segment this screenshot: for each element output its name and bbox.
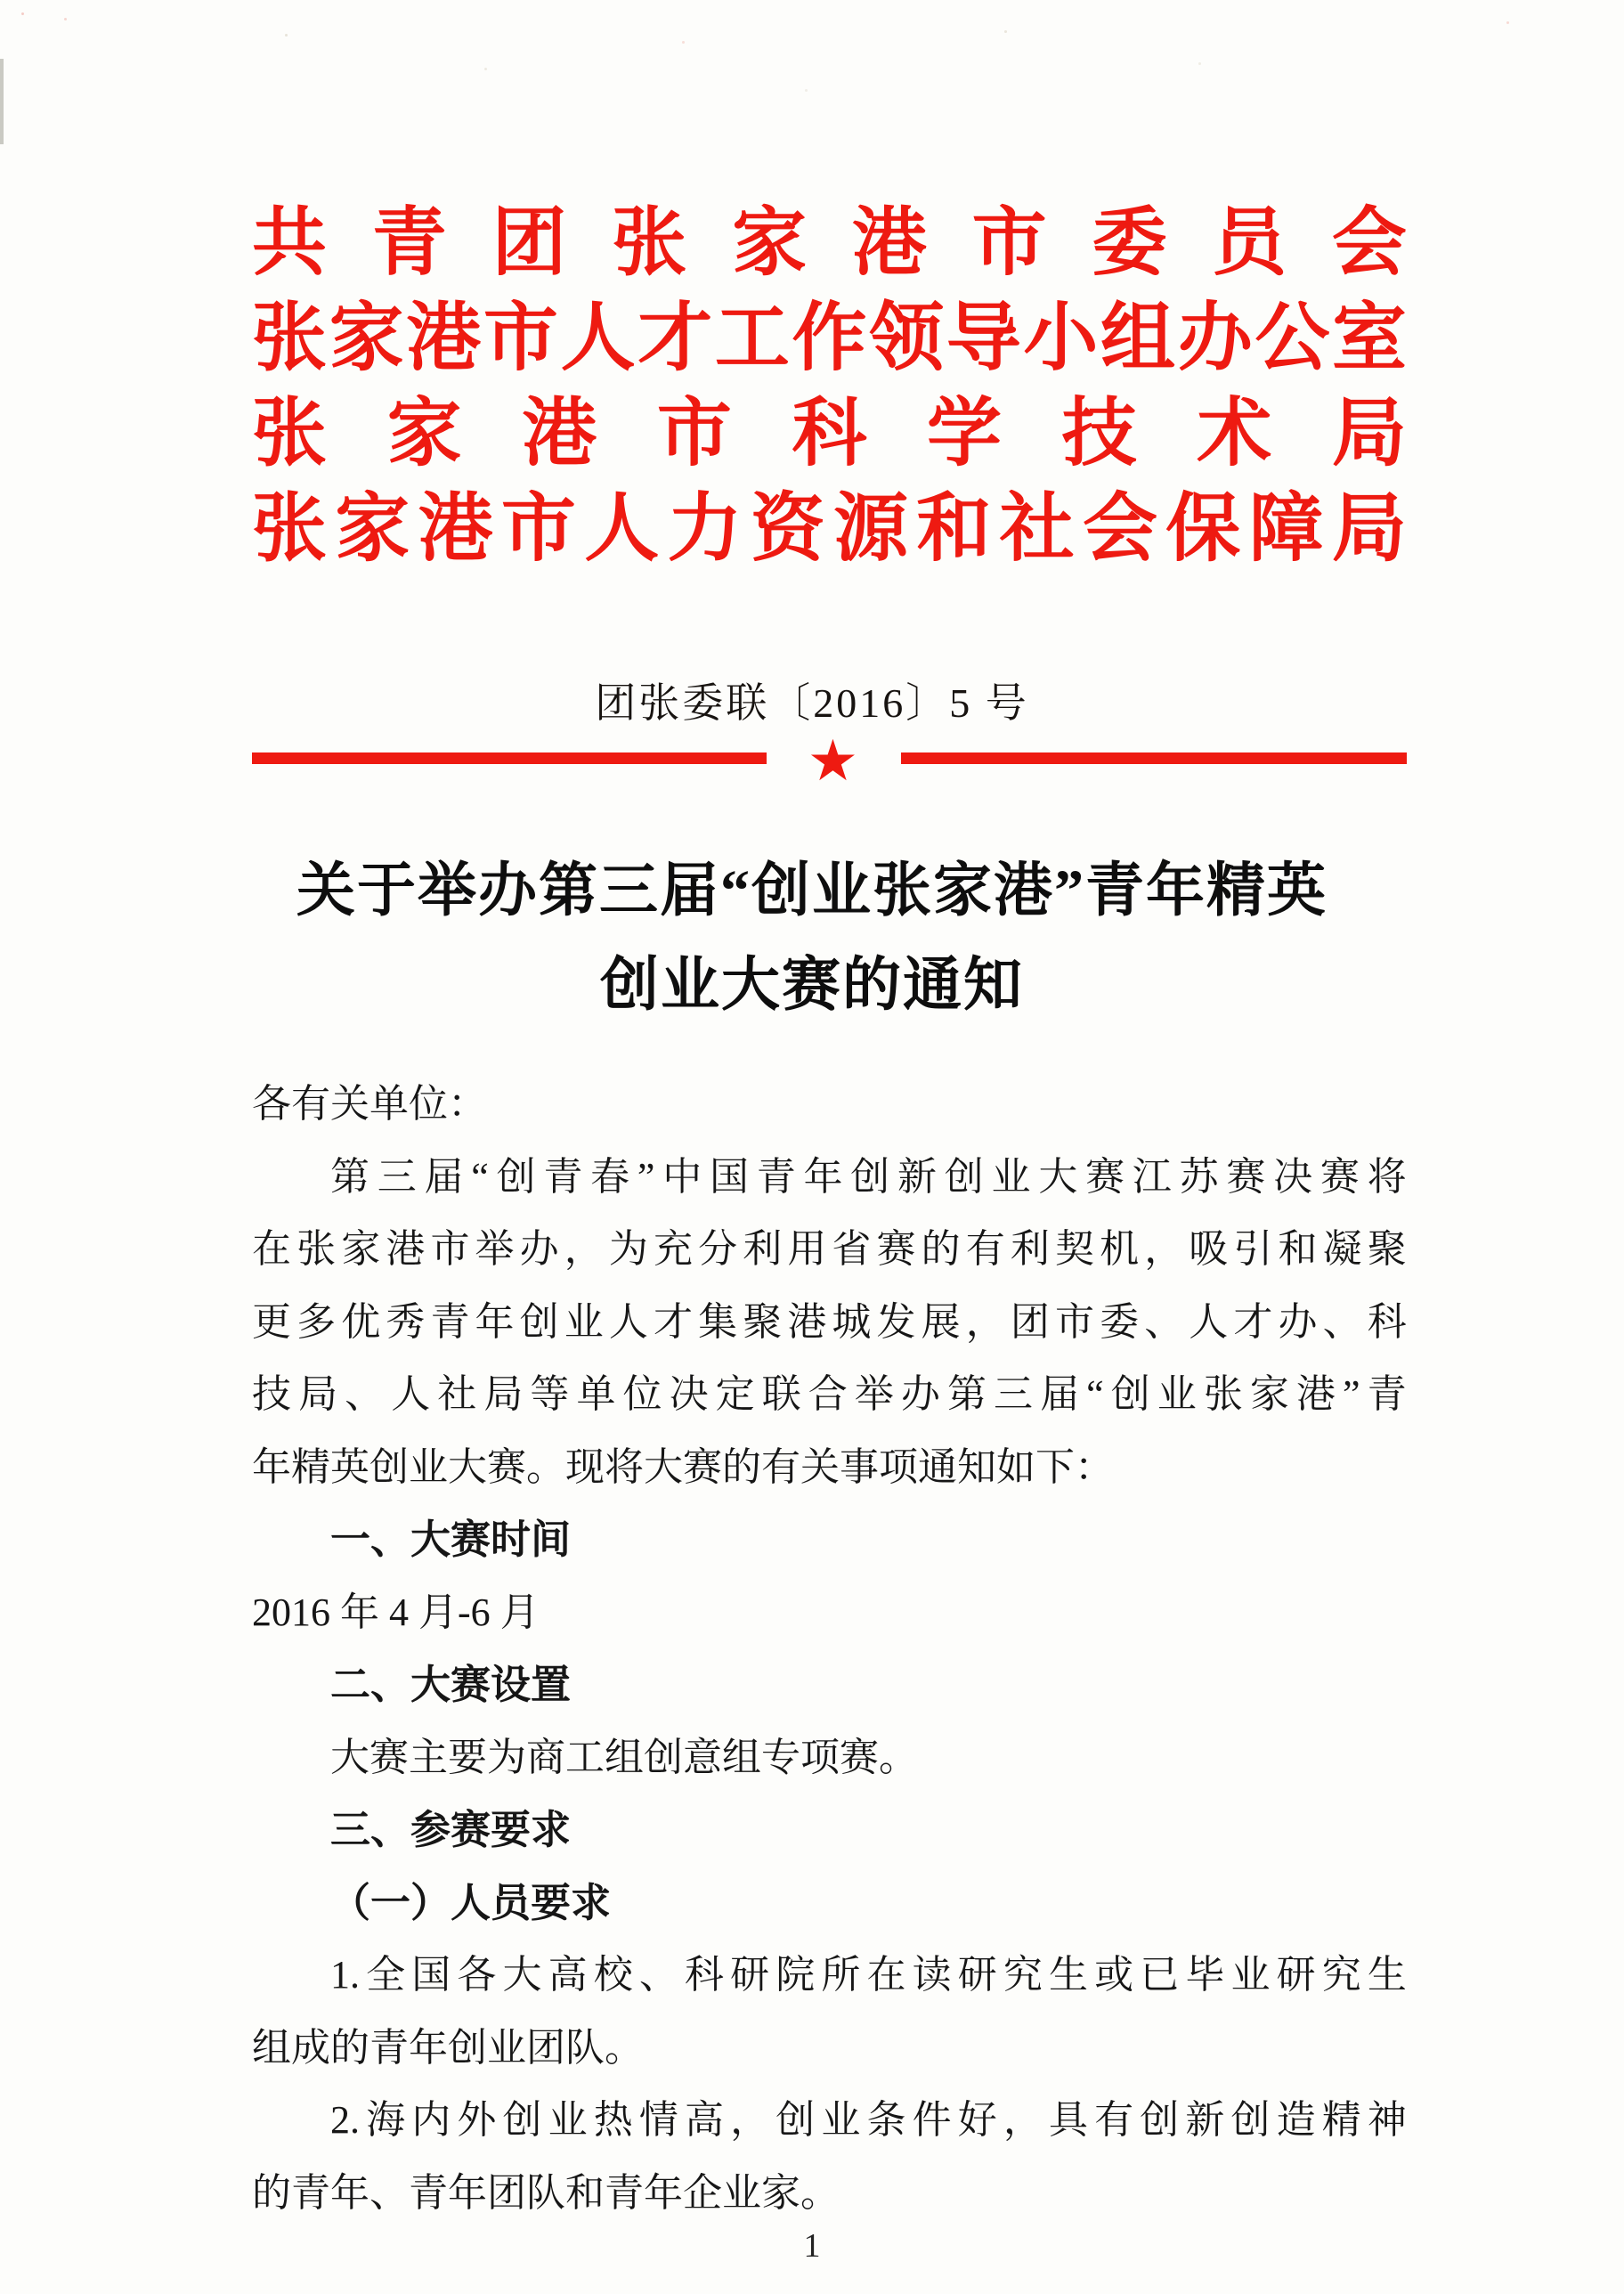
body-line: 2016 年 4 月-6 月 (252, 1590, 540, 1634)
char: ” (637, 1154, 655, 1199)
char: 导 (946, 297, 1021, 380)
char: 研 (730, 1953, 770, 1997)
char: 业 (821, 2098, 861, 2142)
char: 国 (411, 1953, 451, 1997)
body-line (252, 2084, 1407, 2157)
char: 港 (787, 1299, 827, 1344)
char: 吸 (1189, 1227, 1229, 1271)
char: 国 (709, 1154, 749, 1199)
char: 高 (685, 2098, 724, 2142)
body-line: 组成的青年创业团队。 (252, 2025, 644, 2070)
document-number: 团张委联〔2016〕5 号 (595, 680, 1029, 726)
char: 造 (1276, 2098, 1316, 2142)
char: 聚 (743, 1299, 783, 1344)
char: 集 (698, 1299, 738, 1344)
char: 张 (252, 488, 328, 571)
char: 校 (593, 1953, 633, 1997)
char: 等 (530, 1372, 570, 1416)
body-line (252, 1141, 1407, 1214)
char: 港 (406, 297, 482, 380)
char: 委 (1100, 1299, 1140, 1344)
char: 家 (341, 1227, 381, 1271)
char: 赛 (1226, 1154, 1266, 1199)
char: 市 (483, 297, 558, 380)
char: 届 (1040, 1372, 1080, 1416)
body-line: 的青年、青年团队和青年企业家。 (252, 2170, 840, 2215)
document-title-line-1: 关于举办第三届“创业张家港”青年精英 (296, 858, 1328, 923)
document-title (0, 844, 1624, 1033)
char: 发 (876, 1299, 916, 1344)
char: 市 (500, 488, 576, 571)
char: 院 (775, 1953, 816, 1997)
char: 赛 (1320, 1154, 1360, 1199)
body-line: 大赛主要为商工组创意组专项赛。 (330, 1735, 918, 1779)
char: 员 (1212, 202, 1287, 285)
char: 为 (608, 1227, 648, 1271)
char: 研 (1276, 1953, 1316, 1997)
char: 大 (1038, 1154, 1078, 1199)
char: 市 (1054, 1299, 1094, 1344)
char: ， (730, 2098, 770, 2142)
char: 条 (866, 2098, 906, 2142)
char: 团 (491, 202, 567, 285)
char: 源 (833, 488, 909, 571)
body-line: 年精英创业大赛。现将大赛的有关事项通知如下： (252, 1444, 1114, 1489)
char: 将 (1367, 1154, 1407, 1199)
char: 港 (851, 202, 927, 285)
char: 局 (298, 1372, 338, 1416)
char: 研 (957, 1953, 997, 1997)
body-line (252, 1286, 1407, 1359)
org-name-line (252, 284, 1407, 379)
char: 好 (957, 2098, 997, 2142)
char: 已 (1140, 1953, 1180, 1997)
char: 业 (1157, 1372, 1197, 1416)
char: 张 (252, 297, 328, 380)
red-rule-left-segment (252, 752, 767, 764)
char: 1. (330, 1953, 360, 1997)
char: 城 (832, 1299, 872, 1344)
body-line (252, 1939, 1407, 2012)
char: 高 (548, 1953, 588, 1997)
char: 家 (732, 202, 808, 285)
char: 青 (430, 1299, 470, 1344)
char: 全 (366, 1953, 406, 1997)
org-name-line (252, 475, 1407, 570)
char: 小 (1023, 297, 1099, 380)
char: 局 (1331, 488, 1407, 571)
char: 资 (750, 488, 825, 571)
char: 保 (1165, 488, 1241, 571)
char: 港 (386, 1227, 426, 1271)
char: 决 (669, 1372, 709, 1416)
char: ， (1144, 1227, 1184, 1271)
char: 办 (519, 1227, 559, 1271)
char: 精 (1321, 2098, 1361, 2142)
char: 内 (411, 2098, 451, 2142)
char: 创 (1230, 2098, 1271, 2142)
char: 各 (457, 1953, 497, 1997)
char: “ (1086, 1372, 1104, 1416)
char: 生 (1049, 1953, 1088, 1997)
org-name-line (252, 379, 1407, 475)
char: 多 (296, 1299, 337, 1344)
char: 具 (1049, 2098, 1088, 2142)
char: 家 (386, 393, 462, 476)
char: 市 (656, 393, 732, 476)
char: 创 (850, 1154, 890, 1199)
org-name-line (252, 189, 1407, 284)
char: 或 (1094, 1953, 1134, 1997)
char: 作 (792, 297, 867, 380)
char: 赛 (876, 1227, 916, 1271)
char: 在 (252, 1227, 291, 1271)
char: 举 (854, 1372, 894, 1416)
char: 公 (1255, 297, 1330, 380)
char: 创 (944, 1154, 984, 1199)
char: 办 (1177, 297, 1253, 380)
char: 科 (685, 1953, 724, 1997)
char: 展 (921, 1299, 961, 1344)
char: 团 (1010, 1299, 1050, 1344)
char: 市 (971, 202, 1047, 285)
char: 办 (1278, 1299, 1318, 1344)
char: 合 (808, 1372, 848, 1416)
char: 、 (1144, 1299, 1184, 1344)
body-line: 一、大赛时间 (330, 1517, 572, 1562)
char: 年 (803, 1154, 843, 1199)
char: 春 (590, 1154, 630, 1199)
char: 青 (371, 202, 447, 285)
char: 所 (821, 1953, 861, 1997)
char: 人 (1189, 1299, 1229, 1344)
char: 业 (564, 1299, 604, 1344)
char: 技 (252, 1372, 291, 1416)
char: 届 (424, 1154, 464, 1199)
char: 市 (430, 1227, 470, 1271)
char: 科 (792, 393, 867, 476)
char: ， (1003, 2098, 1043, 2142)
char: 举 (475, 1227, 515, 1271)
char: 用 (787, 1227, 827, 1271)
char: 才 (637, 297, 713, 380)
char: 港 (418, 488, 493, 571)
char: 有 (965, 1227, 1005, 1271)
char: 术 (1197, 393, 1272, 476)
char: 凝 (1322, 1227, 1362, 1271)
body-line (252, 1213, 1407, 1286)
char: 读 (912, 1953, 952, 1997)
char: 位 (622, 1372, 662, 1416)
char: 家 (335, 488, 410, 571)
char: 创 (1110, 1372, 1150, 1416)
char: 件 (912, 2098, 952, 2142)
char: 、 (1322, 1299, 1362, 1344)
char: 究 (1003, 1953, 1043, 1997)
char: 家 (329, 297, 404, 380)
char: 张 (612, 202, 687, 285)
issuing-orgs-header (252, 189, 1407, 570)
char: 利 (1010, 1227, 1050, 1271)
char: 和 (916, 488, 992, 571)
char: 单 (576, 1372, 616, 1416)
char: 分 (698, 1227, 738, 1271)
star-icon: ★ (807, 728, 859, 794)
char: 青 (1367, 1372, 1407, 1416)
char: 创 (775, 2098, 816, 2142)
char: 三 (377, 1154, 417, 1199)
char: 海 (366, 2098, 406, 2142)
char: 毕 (1185, 1953, 1225, 1997)
char: 中 (662, 1154, 702, 1199)
char: 局 (1331, 393, 1407, 476)
char: 热 (593, 2098, 633, 2142)
char: 创 (502, 2098, 542, 2142)
char: 领 (869, 297, 945, 380)
char: 引 (1233, 1227, 1273, 1271)
char: 人 (608, 1299, 648, 1344)
char: 创 (496, 1154, 536, 1199)
char: 、 (638, 1953, 678, 1997)
char: ， (564, 1227, 604, 1271)
char: 青 (543, 1154, 583, 1199)
char: 组 (1100, 297, 1176, 380)
char: ， (965, 1299, 1005, 1344)
char: 才 (653, 1299, 693, 1344)
char: 苏 (1179, 1154, 1219, 1199)
char: 、 (345, 1372, 385, 1416)
char: 外 (457, 2098, 497, 2142)
char: 决 (1273, 1154, 1313, 1199)
char: 创 (519, 1299, 559, 1344)
char: 科 (1367, 1299, 1407, 1344)
char: 第 (330, 1154, 369, 1199)
char: 局 (483, 1372, 524, 1416)
char: 共 (252, 202, 328, 285)
char: 新 (1185, 2098, 1225, 2142)
body-line (252, 1358, 1407, 1431)
char: ” (1343, 1372, 1360, 1416)
char: 的 (921, 1227, 961, 1271)
char: 第 (946, 1372, 987, 1416)
char: 会 (1331, 202, 1407, 285)
char: 大 (502, 1953, 542, 1997)
char: 究 (1321, 1953, 1361, 1997)
char: 人 (584, 488, 660, 571)
char: 业 (991, 1154, 1031, 1199)
char: 张 (1203, 1372, 1243, 1416)
char: 机 (1100, 1227, 1140, 1271)
char: 才 (1233, 1299, 1273, 1344)
char: 港 (522, 393, 597, 476)
document-body (252, 1068, 1407, 2229)
char: 2. (330, 2098, 360, 2142)
body-line: 各有关单位： (252, 1082, 487, 1126)
char: 联 (761, 1372, 801, 1416)
char: 家 (1249, 1372, 1289, 1416)
char: 学 (927, 393, 1003, 476)
scan-edge-mark (0, 59, 4, 144)
char: 定 (715, 1372, 755, 1416)
char: 优 (341, 1299, 381, 1344)
char: “ (471, 1154, 489, 1199)
page-number: 1 (803, 2227, 821, 2265)
char: 创 (1140, 2098, 1180, 2142)
char: 三 (994, 1372, 1033, 1416)
char: 港 (1295, 1372, 1336, 1416)
body-line: 二、大赛设置 (330, 1662, 572, 1707)
char: 更 (252, 1299, 291, 1344)
red-rule-right-segment (901, 752, 1407, 764)
char: 江 (1132, 1154, 1172, 1199)
body-line: （一）人员要求 (330, 1879, 612, 1925)
char: 利 (743, 1227, 783, 1271)
char: 张 (252, 393, 328, 476)
char: 室 (1331, 297, 1407, 380)
char: 业 (548, 2098, 588, 2142)
char: 有 (1094, 2098, 1134, 2142)
body-line: 三、参赛要求 (330, 1807, 572, 1852)
char: 张 (296, 1227, 337, 1271)
char: 充 (653, 1227, 693, 1271)
char: 秀 (386, 1299, 426, 1344)
char: 神 (1367, 2098, 1407, 2142)
char: 在 (866, 1953, 906, 1997)
char: 新 (897, 1154, 938, 1199)
char: 力 (667, 488, 743, 571)
char: 障 (1248, 488, 1324, 571)
char: 年 (475, 1299, 515, 1344)
char: 技 (1061, 393, 1137, 476)
char: 青 (756, 1154, 796, 1199)
char: 和 (1278, 1227, 1318, 1271)
red-divider-rule (252, 728, 1407, 794)
char: 会 (1082, 488, 1157, 571)
char: 社 (437, 1372, 477, 1416)
char: 契 (1054, 1227, 1094, 1271)
char: 聚 (1367, 1227, 1407, 1271)
char: 情 (638, 2098, 678, 2142)
char: 省 (832, 1227, 872, 1271)
char: 赛 (1085, 1154, 1125, 1199)
char: 办 (900, 1372, 940, 1416)
char: 社 (999, 488, 1075, 571)
char: 工 (714, 297, 790, 380)
char: 生 (1367, 1953, 1407, 1997)
scan-noise-specks (21, 12, 24, 15)
document-title-line-2: 创业大赛的通知 (600, 953, 1024, 1018)
char: 人 (560, 297, 636, 380)
char: 人 (391, 1372, 431, 1416)
char: 委 (1092, 202, 1167, 285)
char: 业 (1230, 1953, 1271, 1997)
